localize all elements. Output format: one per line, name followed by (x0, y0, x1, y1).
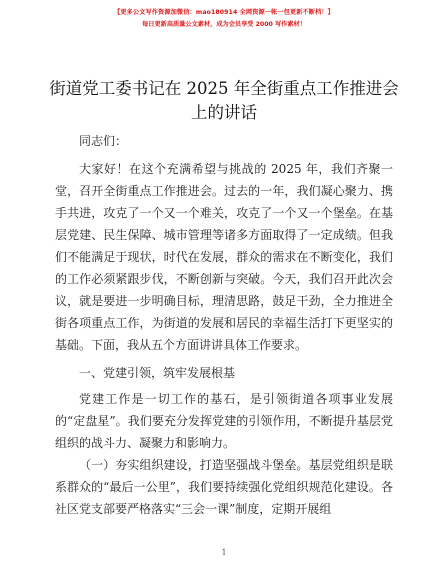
promo-banner (0, 0, 448, 28)
page-number: 1 (221, 548, 227, 557)
title-line2: 上的讲话 (191, 103, 257, 122)
title-line1: 街道党工委书记在 2025 年全街重点工作推进会 (49, 79, 399, 98)
paragraph-party-building: 党建工作是一切工作的基石，是引领街道各项事业发展的“定盘星”。我们要充分发挥党建的引领作用，不断提升基层党组织的战斗力、凝聚力和影响力。 (55, 392, 393, 450)
document-body (55, 130, 393, 520)
document-title (48, 77, 400, 125)
section-heading-1: 一、党建引领，筑牢发展根基 (79, 366, 236, 380)
paragraph-organization: （一）夯实组织建设，打造坚强战斗堡垒。基层党组织是联系群众的“最后一公里”，我们要持续强化党组织规范化建设。各社区党支部要严格落实“三会一课”制度，定期开展组 (55, 458, 393, 516)
paragraph-intro: 大家好！在这个充满希望与挑战的 2025 年，我们齐聚一堂，召开全街重点工作推进会。过去的一年，我们凝心聚力、携手共进，攻克了一个又一个难关，攻克了一个又一个堡垒。在基层党建、民生保障、城市管理等诸多方面取得了一定成绩。但我们不能满足于现状，时代在发展，群众的需求在不断变化，我们的工作必须紧跟步伐，不断创新与突破。今天，我们召开此次会议，就是要进一步明确目标，理清思路，鼓足干劲，全力推进全街各项重点工作，为街道的发展和居民的幸福生活打下更坚实的基础。下面，我从五个方面讲讲具体工作要求。 (55, 162, 393, 352)
greeting: 同志们： (79, 134, 128, 148)
promo-banner-line1: 【更多公文写作资源加微信：mao180914 全网资源一帐一包更新不断档！】 (114, 9, 334, 16)
promo-banner-line2: 每日更新高质量公文素材，成为会员享受 2000 写作素材！ (142, 21, 306, 28)
